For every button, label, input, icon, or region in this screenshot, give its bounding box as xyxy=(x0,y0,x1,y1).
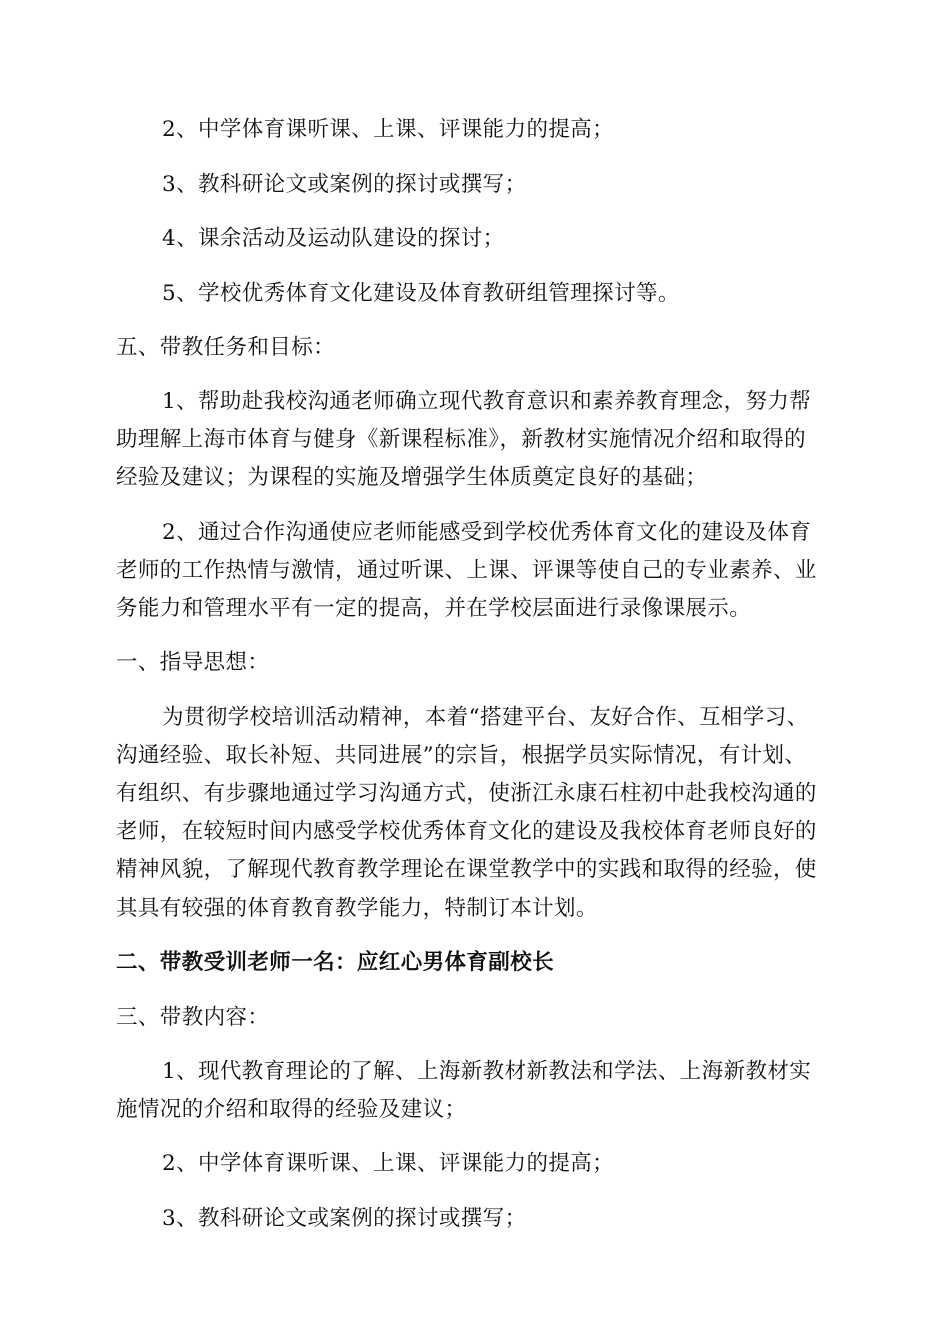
paragraph-line: 助理解上海市体育与健身《新课程标准》，新教材实施情况介绍和取得的 xyxy=(116,427,807,452)
paragraph-line: 其具有较强的体育教育教学能力，特制订本计划。 xyxy=(116,896,598,921)
paragraph-line: 老师，在较短时间内感受学校优秀体育文化的建设及我校体育老师良好的 xyxy=(116,819,817,844)
paragraph-line: 为贯彻学校培训活动精神，本着“搭建平台、友好合作、互相学习、 xyxy=(162,705,809,730)
list-item-3: 3、教科研论文或案例的探讨或撰写； xyxy=(162,1206,527,1231)
paragraph-line: 经验及建议；为课程的实施及增强学生体质奠定良好的基础； xyxy=(116,465,708,490)
paragraph-line: 施情况的介绍和取得的经验及建议； xyxy=(116,1097,467,1122)
section-heading-3: 三、带教内容： xyxy=(116,1005,270,1030)
paragraph-line: 1、帮助赴我校沟通老师确立现代教育意识和素养教育理念，努力帮 xyxy=(162,389,812,414)
list-item-3: 3、教科研论文或案例的探讨或撰写； xyxy=(162,172,527,197)
list-item-1: 1、现代教育理论的了解、上海新教材新教法和学法、上海新教材实 xyxy=(162,1059,812,1084)
section-heading-2: 二、带教受训老师一名：应红心男体育副校长 xyxy=(116,950,555,975)
paragraph-line: 有组织、有步骤地通过学习沟通方式，使浙江永康石柱初中赴我校沟通的 xyxy=(116,781,817,806)
section-heading-5: 五、带教任务和目标： xyxy=(116,335,336,360)
paragraph-line: 精神风貌，了解现代教育教学理论在课堂教学中的实践和取得的经验，使 xyxy=(116,857,817,882)
list-item-2: 2、中学体育课听课、上课、评课能力的提高； xyxy=(162,117,615,142)
paragraph-line: 2、通过合作沟通使应老师能感受到学校优秀体育文化的建设及体育 xyxy=(162,520,812,545)
paragraph-line: 沟通经验、取长补短、共同进展”的宗旨，根据学员实际情况，有计划、 xyxy=(116,743,807,768)
paragraph-line: 老师的工作热情与激情，通过听课、上课、评课等使自己的专业素养、业 xyxy=(116,558,817,583)
list-item-5: 5、学校优秀体育文化建设及体育教研组管理探讨等。 xyxy=(162,281,680,306)
section-heading-1: 一、指导思想： xyxy=(116,650,270,675)
list-item-4: 4、课余活动及运动队建设的探讨； xyxy=(162,226,505,251)
paragraph-line: 务能力和管理水平有一定的提高，并在学校层面进行录像课展示。 xyxy=(116,596,752,621)
list-item-2: 2、中学体育课听课、上课、评课能力的提高； xyxy=(162,1151,615,1176)
